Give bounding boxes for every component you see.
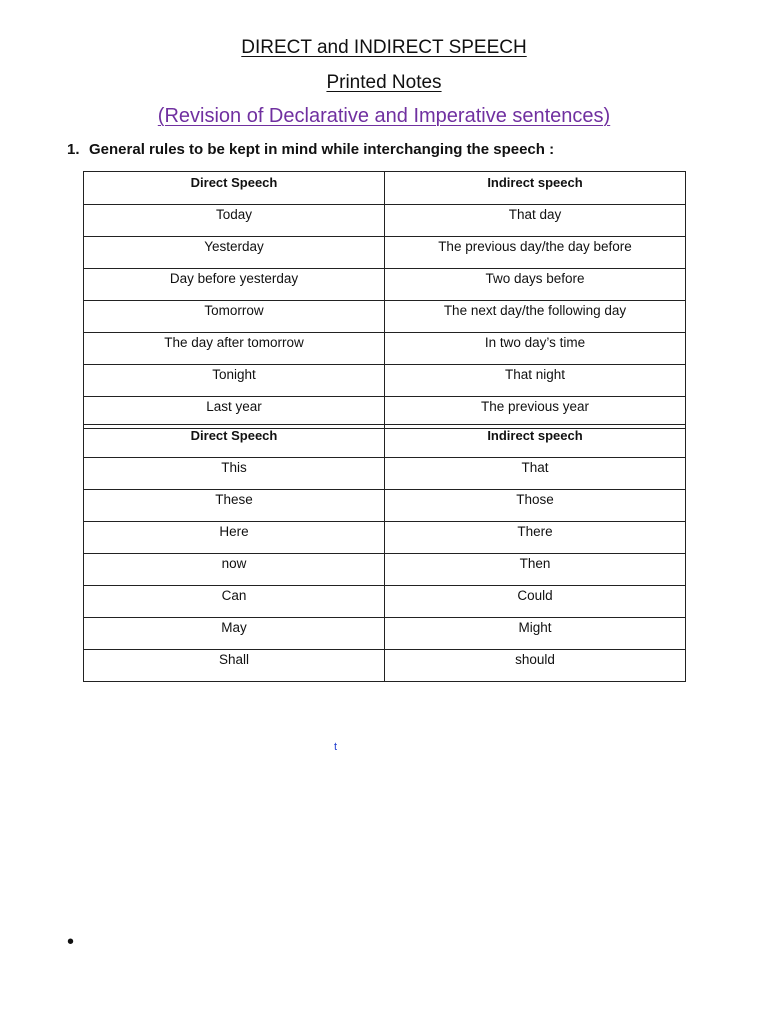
table-row [84, 522, 686, 554]
table-row [84, 554, 686, 586]
time-words-table [83, 171, 686, 429]
indirect-speech-cell: Could [385, 586, 686, 618]
direct-speech-cell: Last year [84, 397, 385, 429]
indirect-speech-cell: The next day/the following day [385, 301, 686, 333]
direct-speech-cell: Can [84, 586, 385, 618]
indirect-speech-cell: There [385, 522, 686, 554]
section-heading-text: General rules to be kept in mind while interchanging the speech : [89, 141, 555, 158]
document-title: DIRECT and INDIRECT SPEECH [241, 37, 527, 58]
indirect-speech-cell: should [385, 650, 686, 682]
indirect-speech-cell: That [385, 458, 686, 490]
indirect-speech-cell: The previous year [385, 397, 686, 429]
indirect-speech-cell: That night [385, 365, 686, 397]
table-header-row [84, 425, 686, 458]
table-row [84, 365, 686, 397]
direct-speech-cell: Tonight [84, 365, 385, 397]
indirect-speech-cell: Might [385, 618, 686, 650]
direct-speech-cell: Tomorrow [84, 301, 385, 333]
indirect-speech-cell: Then [385, 554, 686, 586]
direct-speech-header: Direct Speech [84, 425, 385, 458]
stray-mark: t [334, 741, 338, 753]
table-row [84, 301, 686, 333]
pronoun-modal-table [83, 424, 686, 682]
direct-speech-header: Direct Speech [84, 172, 385, 205]
table-row [84, 618, 686, 650]
indirect-speech-cell: That day [385, 205, 686, 237]
indirect-speech-cell: The previous day/the day before [385, 237, 686, 269]
direct-speech-cell: now [84, 554, 385, 586]
indirect-speech-cell: Those [385, 490, 686, 522]
table-header-row [84, 172, 686, 205]
direct-speech-cell: These [84, 490, 385, 522]
table-row [84, 269, 686, 301]
direct-speech-cell: Here [84, 522, 385, 554]
table-row [84, 333, 686, 365]
section-number: 1. [67, 141, 80, 158]
direct-speech-cell: Shall [84, 650, 385, 682]
direct-speech-cell: The day after tomorrow [84, 333, 385, 365]
indirect-speech-cell: Two days before [385, 269, 686, 301]
indirect-speech-cell: In two day’s time [385, 333, 686, 365]
direct-speech-cell: Yesterday [84, 237, 385, 269]
section-heading [67, 141, 554, 158]
bullet-point: • [67, 931, 75, 953]
table-row [84, 205, 686, 237]
table-row [84, 458, 686, 490]
document-subtitle: Printed Notes [326, 72, 442, 93]
direct-speech-cell: Today [84, 205, 385, 237]
table-body [84, 205, 686, 429]
revision-note: (Revision of Declarative and Imperative sentences) [157, 105, 611, 127]
table-row [84, 237, 686, 269]
direct-speech-cell: Day before yesterday [84, 269, 385, 301]
table-row [84, 586, 686, 618]
table-row [84, 490, 686, 522]
table-body [84, 458, 686, 682]
direct-speech-cell: This [84, 458, 385, 490]
indirect-speech-header: Indirect speech [385, 425, 686, 458]
direct-speech-cell: May [84, 618, 385, 650]
table-row [84, 650, 686, 682]
indirect-speech-header: Indirect speech [385, 172, 686, 205]
